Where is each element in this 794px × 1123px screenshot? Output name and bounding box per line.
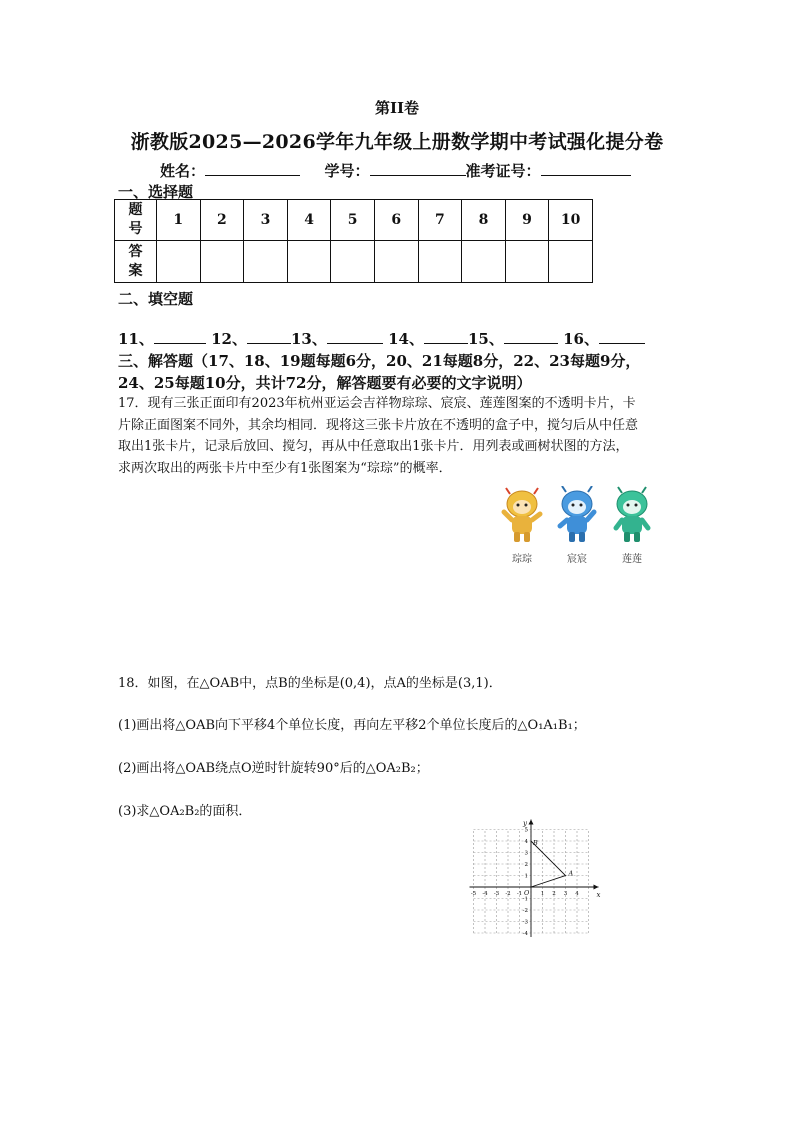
point-label: B (533, 839, 538, 847)
mascot-label: 琮琮 (512, 554, 532, 565)
coordinate-grid (463, 805, 613, 945)
y-tick-label: 1 (524, 873, 528, 880)
y-tick-label: 4 (524, 839, 528, 845)
x-tick-label: -1 (516, 891, 523, 897)
point-label: A (568, 869, 574, 878)
y-tick-label: -2 (522, 908, 528, 914)
question-number: 1 (157, 200, 201, 241)
x-tick-label: 1 (540, 891, 545, 897)
q18-part3: (3)求△OA₂B₂的面积． (118, 804, 252, 819)
mascot-lianlian (616, 487, 648, 565)
fill-blank[interactable] (504, 329, 558, 344)
q18-intro: 18．如图，在△OAB中，点B的坐标是(0,4)，点A的坐标是(3,1)． (118, 676, 502, 691)
mascot-congcong (504, 488, 540, 565)
question-number: 2 (200, 200, 244, 241)
answer-cell[interactable] (331, 241, 375, 283)
q17-line: 求两次取出的两张卡片中至少有1张图案为“琮琮”的概率． (118, 460, 452, 476)
y-tick-label: -1 (522, 896, 528, 903)
fill-number: 11、 (118, 330, 154, 348)
section2-title: 二、填空题 (118, 290, 194, 308)
y-axis-label: y (523, 819, 527, 828)
student-id-blank[interactable] (370, 161, 466, 176)
y-tick-label: 3 (524, 850, 528, 857)
y-tick-label: 2 (524, 862, 528, 868)
y-tick-label: 5 (524, 827, 528, 834)
answer-cell[interactable] (462, 241, 506, 283)
y-tick-label: -3 (522, 919, 528, 926)
answer-cell[interactable] (549, 241, 593, 283)
name-label: 姓名： (160, 162, 206, 180)
answer-cell[interactable] (244, 241, 288, 283)
volume-label: 第II卷 (374, 99, 420, 117)
answer-cell[interactable] (374, 241, 418, 283)
triangle-oab (531, 841, 566, 887)
x-tick-label: 2 (552, 891, 556, 897)
question-number: 3 (244, 200, 288, 241)
q17-line: 片除正面图案不同外，其余均相同．现将这三张卡片放在不透明的盒子中，搅匀后从中任意 (118, 417, 639, 433)
x-tick-label: 3 (563, 891, 568, 897)
x-tick-label: -4 (482, 891, 488, 897)
x-tick-label: -5 (470, 891, 477, 897)
section3-title-line1: 三、解答题（17、18、19题每题6分，20、21每题8分，22、23每题9分， (118, 352, 641, 370)
y-tick-label: -4 (522, 931, 528, 937)
answer-cell[interactable] (418, 241, 462, 283)
x-tick-label: 4 (575, 891, 579, 897)
answer-cell[interactable] (287, 241, 331, 283)
x-tick-label: -2 (505, 891, 511, 897)
answer-header-cell: 答 案 (115, 241, 157, 283)
mascot-chenchen (560, 486, 594, 565)
x-tick-label: -3 (493, 891, 500, 897)
exam-title: 浙教版2025—2026学年九年级上册数学期中考试强化提分卷 (130, 131, 664, 153)
answer-cell[interactable] (505, 241, 549, 283)
question-number-row (115, 200, 593, 241)
student-info-fields (160, 160, 631, 181)
x-axis-label: x (596, 891, 601, 899)
q17-line: 17．现有三张正面印有2023年杭州亚运会吉祥物琮琮、宸宸、莲莲图案的不透明卡片，卡 (118, 396, 636, 411)
question-17 (118, 393, 690, 479)
origin-label: O (524, 889, 530, 897)
q18-part1: (1)画出将△OAB向下平移4个单位长度，再向左平移2个单位长度后的△O₁A₁B₁； (118, 718, 586, 733)
question-number: 4 (287, 200, 331, 241)
answer-cell[interactable] (157, 241, 201, 283)
exam-number-label: 准考证号： (465, 162, 541, 180)
answer-table (114, 199, 593, 283)
fill-blank[interactable] (247, 329, 291, 344)
exam-number-blank[interactable] (541, 161, 631, 176)
x-axis-arrow (594, 885, 599, 890)
section3-title (118, 350, 688, 394)
question-number: 7 (418, 200, 462, 241)
question-number: 9 (505, 200, 549, 241)
mascot-image (500, 486, 655, 568)
fill-number: 12、 (211, 330, 247, 348)
fill-blank[interactable] (327, 329, 383, 344)
fill-number: 15、 (467, 330, 504, 348)
fill-number: 13、 (290, 330, 327, 348)
question-number: 6 (374, 200, 418, 241)
section1-title: 一、选择题 (118, 183, 194, 201)
fill-number: 14、 (388, 330, 424, 348)
answer-cell[interactable] (200, 241, 244, 283)
q17-line: 取出1张卡片，记录后放回、搅匀，再从中任意取出1张卡片．用列表或画树状图的方法， (118, 439, 629, 454)
fill-blank-row (118, 328, 645, 349)
header-cell: 题 号 (115, 200, 157, 241)
answer-row (115, 241, 593, 283)
fill-blank[interactable] (154, 329, 206, 344)
fill-blank[interactable] (599, 329, 645, 344)
fill-number: 16、 (563, 330, 599, 348)
mascot-label: 莲莲 (622, 554, 642, 565)
student-id-label: 学号： (324, 162, 370, 180)
mascot-label: 宸宸 (567, 554, 587, 565)
q18-part2: (2)画出将△OAB绕点O逆时针旋转90°后的△OA₂B₂； (118, 761, 429, 776)
y-axis-arrow (529, 820, 534, 825)
question-number: 8 (462, 200, 506, 241)
name-blank[interactable] (205, 161, 300, 176)
question-number: 5 (331, 200, 375, 241)
fill-blank[interactable] (424, 329, 468, 344)
section3-title-line2: 24、25每题10分，共计72分，解答题要有必要的文字说明） (118, 374, 532, 392)
question-number: 10 (549, 200, 593, 241)
